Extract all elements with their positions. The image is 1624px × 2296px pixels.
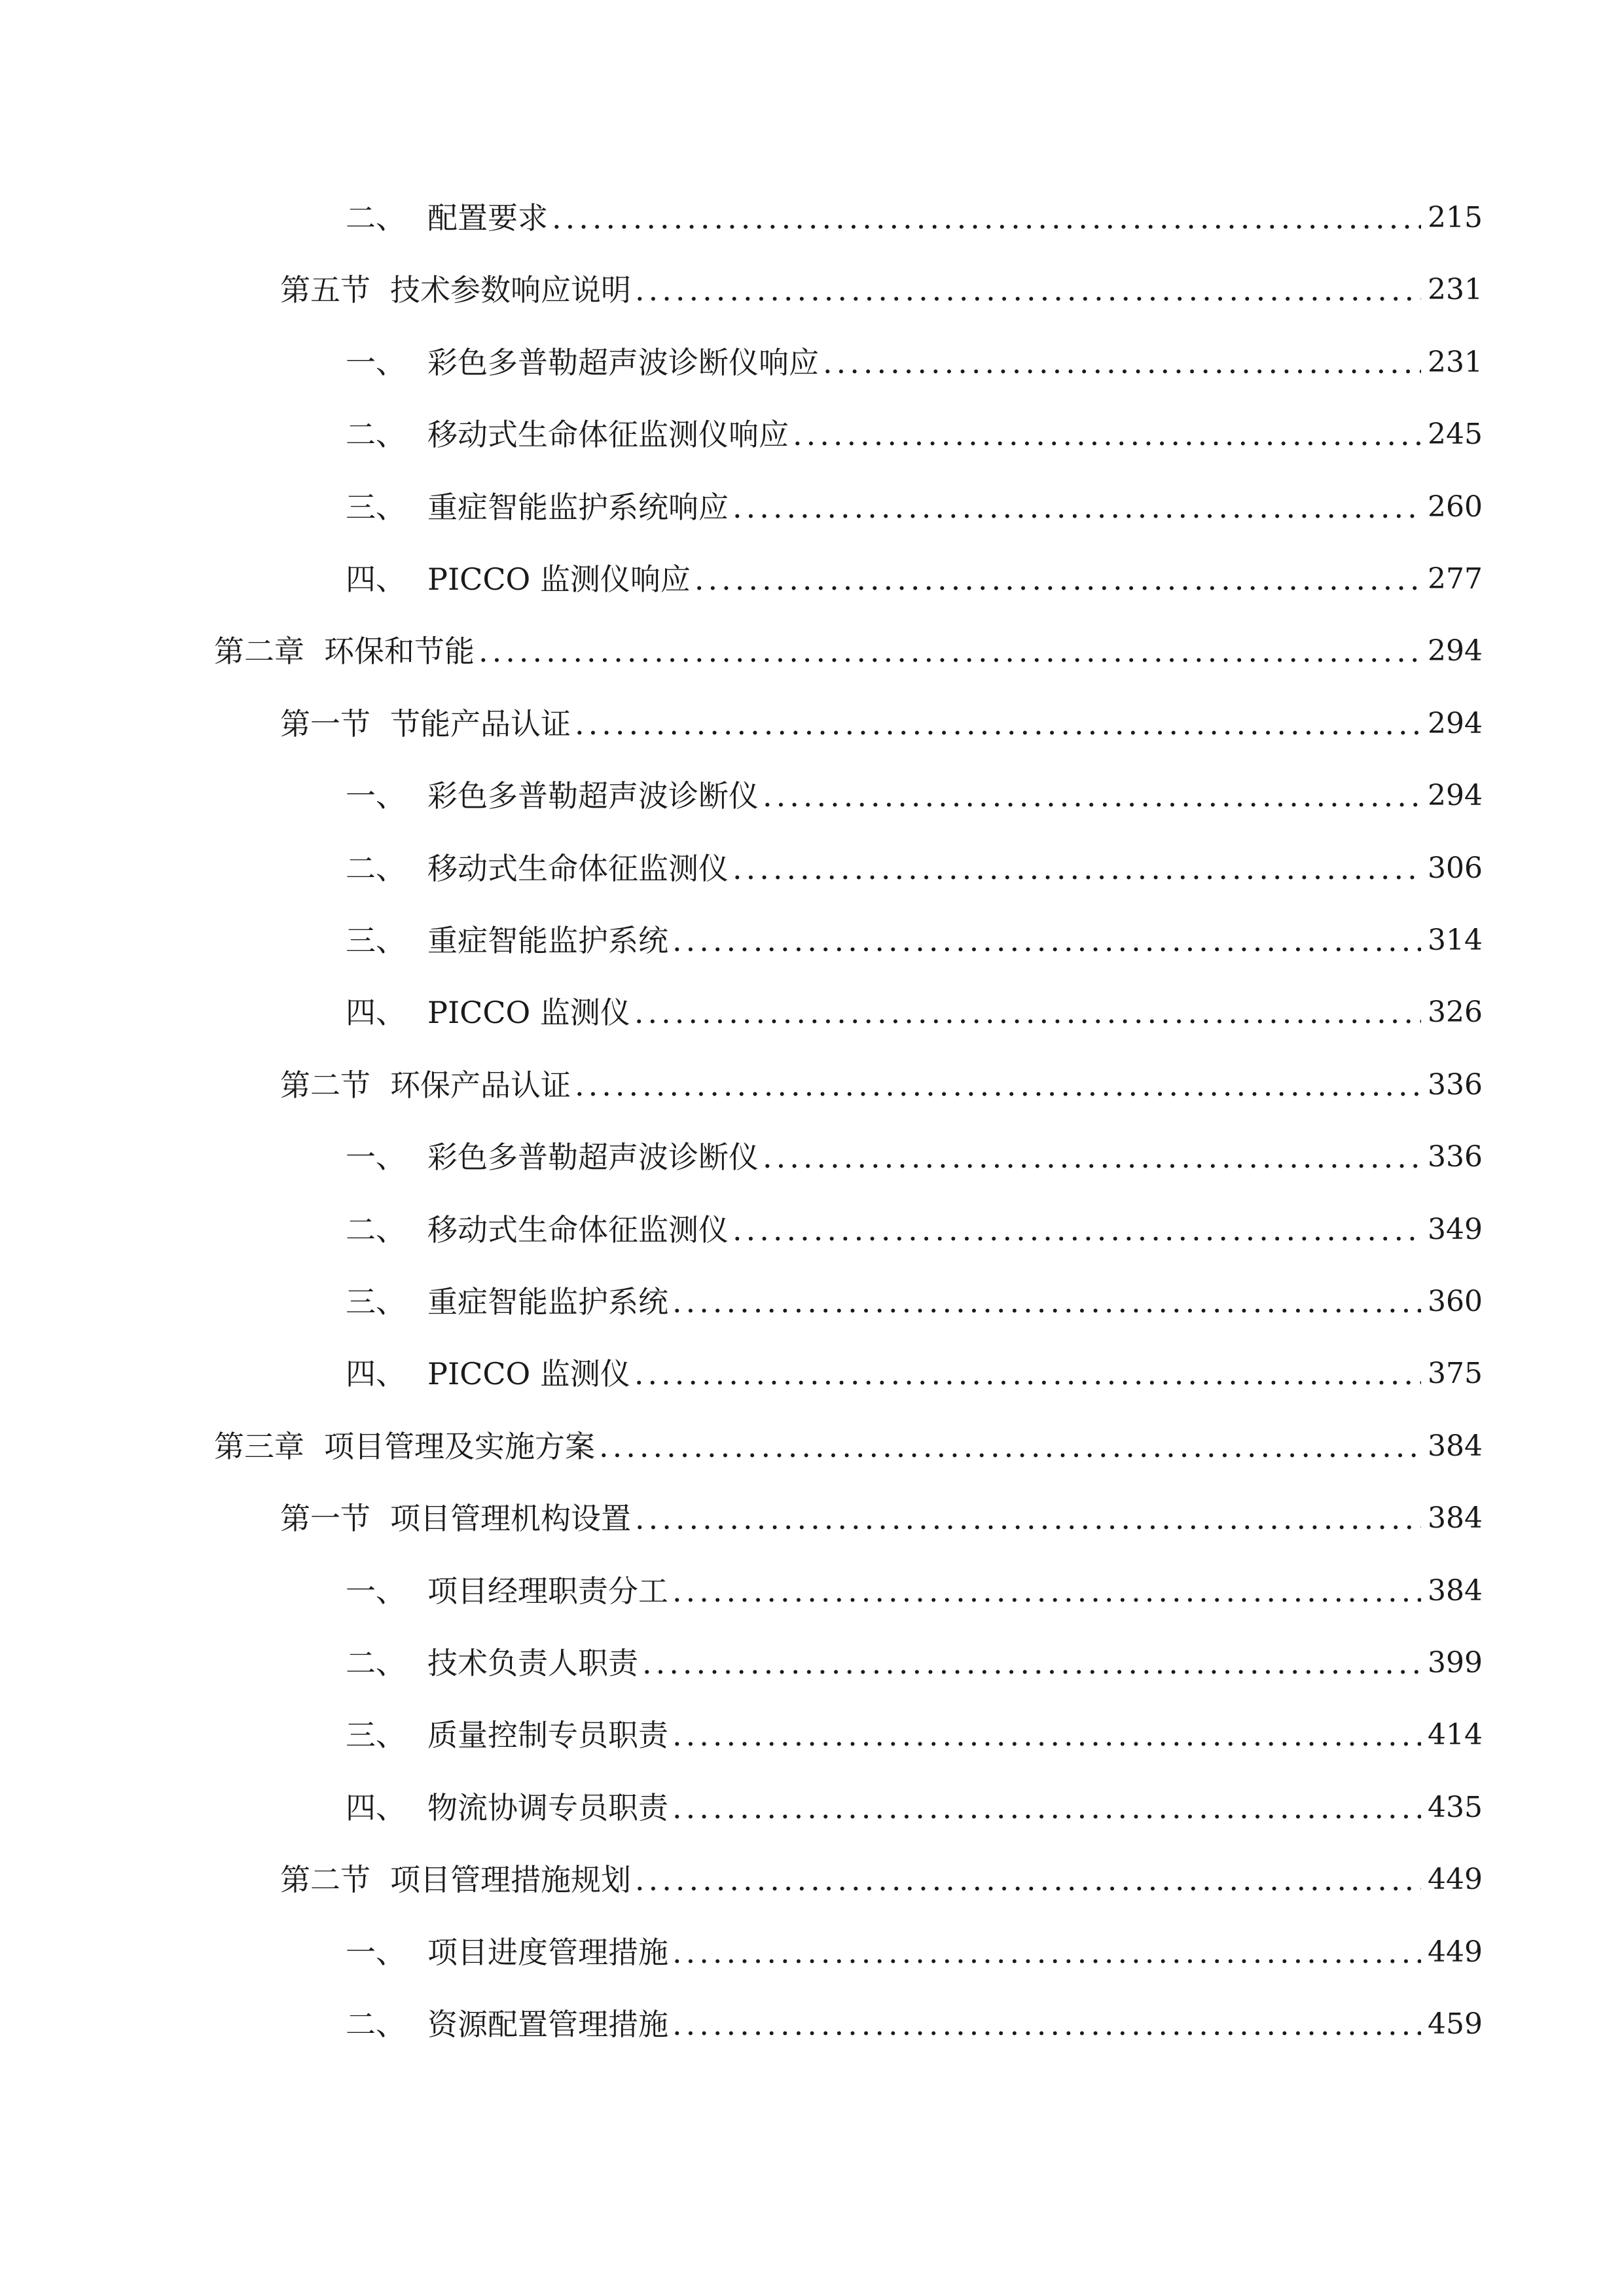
toc-entry-number: 二、	[346, 1645, 406, 1681]
toc-entry-page-number: 399	[1428, 1646, 1483, 1679]
toc-entry-title: 资源配置管理措施	[427, 2007, 668, 2042]
toc-entry-title: 配置要求	[427, 200, 548, 236]
toc-entry-title: PICCO 监测仪	[427, 1356, 630, 1391]
toc-entry-page-number: 384	[1428, 1429, 1483, 1463]
toc-entry-page-number: 294	[1428, 707, 1483, 740]
toc-entry-number: 一、	[346, 345, 406, 380]
toc-entry-number: 一、	[346, 1573, 406, 1609]
toc-entry-title: 物流协调专员职责	[427, 1790, 668, 1825]
toc-entry[interactable]	[346, 1784, 1483, 1832]
toc-entry-number: 三、	[346, 923, 406, 958]
toc-entry-page-number: 349	[1428, 1213, 1483, 1246]
toc-entry-title: 环保和节能	[324, 634, 475, 669]
toc-dot-leader	[672, 1928, 1421, 1977]
toc-entry[interactable]	[346, 2000, 1483, 2049]
toc-entry-page-number: 360	[1428, 1285, 1483, 1318]
toc-entry-title: 质量控制专员职责	[427, 1717, 668, 1753]
toc-dot-leader	[732, 1206, 1421, 1254]
toc-entry[interactable]	[280, 700, 1483, 748]
toc-dot-leader	[672, 1784, 1421, 1832]
toc-entry-page-number: 245	[1428, 418, 1483, 451]
toc-dot-leader	[552, 194, 1421, 242]
toc-entry-page-number: 336	[1428, 1140, 1483, 1174]
toc-entry[interactable]	[214, 1422, 1483, 1471]
toc-entry-page-number: 306	[1428, 852, 1483, 885]
toc-entry-number: 二、	[346, 2007, 406, 2042]
toc-entry-number: 第五节	[280, 272, 370, 308]
toc-entry-number: 第一节	[280, 1501, 370, 1536]
toc-entry-number: 三、	[346, 1717, 406, 1753]
toc-entry-title: 移动式生命体征监测仪响应	[427, 417, 789, 452]
toc-entry-number: 一、	[346, 1935, 406, 1970]
toc-entry-title: 项目进度管理措施	[427, 1935, 668, 1970]
toc-entry-title: 彩色多普勒超声波诊断仪响应	[427, 345, 819, 380]
toc-entry-page-number: 435	[1428, 1791, 1483, 1824]
toc-entry-page-number: 449	[1428, 1863, 1483, 1896]
toc-dot-leader	[763, 1133, 1421, 1181]
toc-dot-leader	[635, 266, 1421, 314]
toc-entry-page-number: 277	[1428, 562, 1483, 596]
toc-entry-title: 项目经理职责分工	[427, 1573, 668, 1609]
toc-dot-leader	[823, 338, 1421, 387]
toc-entry-number: 四、	[346, 1790, 406, 1825]
toc-dot-leader	[478, 627, 1421, 675]
toc-dot-leader	[575, 700, 1421, 748]
toc-dot-leader	[642, 1639, 1421, 1687]
toc-entry[interactable]	[346, 1206, 1483, 1254]
toc-entry-title: 项目管理及实施方案	[324, 1429, 595, 1464]
toc-entry-number: 第三章	[214, 1429, 304, 1464]
toc-entry-number: 第二章	[214, 634, 304, 669]
toc-entry-title: PICCO 监测仪	[427, 995, 630, 1030]
toc-dot-leader	[634, 988, 1421, 1037]
toc-dot-leader	[575, 1061, 1421, 1109]
toc-entry[interactable]	[346, 1350, 1483, 1398]
toc-dot-leader	[599, 1422, 1421, 1471]
toc-entry-number: 第二节	[280, 1067, 370, 1103]
toc-entry-number: 二、	[346, 200, 406, 236]
toc-entry-number: 第一节	[280, 706, 370, 742]
toc-dot-leader	[634, 1350, 1421, 1398]
toc-entry-title: 移动式生命体征监测仪	[427, 1212, 729, 1247]
toc-entry-title: 技术负责人职责	[427, 1645, 638, 1681]
toc-entry-page-number: 459	[1428, 2007, 1483, 2041]
toc-dot-leader	[793, 410, 1421, 459]
toc-entry-title: 重症智能监护系统响应	[427, 490, 729, 525]
toc-entry[interactable]	[346, 1928, 1483, 1977]
toc-dot-leader	[672, 2000, 1421, 2049]
toc-entry[interactable]	[280, 1494, 1483, 1543]
toc-entry-page-number: 314	[1428, 924, 1483, 957]
toc-entry-number: 一、	[346, 1139, 406, 1175]
toc-entry-title: 项目管理机构设置	[390, 1501, 631, 1536]
toc-entry-title: 重症智能监护系统	[427, 923, 668, 958]
toc-entry-page-number: 336	[1428, 1068, 1483, 1102]
toc-entry-page-number: 215	[1428, 201, 1483, 234]
toc-entry[interactable]	[280, 1856, 1483, 1904]
toc-entry[interactable]	[346, 916, 1483, 965]
toc-entry[interactable]	[346, 1133, 1483, 1181]
toc-entry-title: 技术参数响应说明	[390, 272, 631, 308]
toc-entry-page-number: 449	[1428, 1935, 1483, 1969]
toc-entry-page-number: 384	[1428, 1501, 1483, 1535]
toc-entry[interactable]	[346, 1639, 1483, 1687]
toc-entry-page-number: 231	[1428, 273, 1483, 306]
toc-entry[interactable]	[280, 1061, 1483, 1109]
toc-entry[interactable]	[346, 1711, 1483, 1759]
toc-dot-leader	[672, 1711, 1421, 1759]
toc-entry-page-number: 326	[1428, 996, 1483, 1029]
toc-entry-page-number: 375	[1428, 1357, 1483, 1390]
toc-entry-number: 第二节	[280, 1862, 370, 1897]
toc-entry[interactable]	[346, 483, 1483, 531]
toc-entry[interactable]	[280, 266, 1483, 314]
toc-entry[interactable]	[346, 410, 1483, 459]
toc-dot-leader	[672, 1567, 1421, 1615]
toc-dot-leader	[672, 1278, 1421, 1326]
toc-entry-number: 一、	[346, 778, 406, 814]
toc-entry[interactable]	[346, 1567, 1483, 1615]
toc-entry-number: 四、	[346, 995, 406, 1030]
toc-dot-leader	[635, 1856, 1421, 1904]
toc-entry[interactable]	[346, 1278, 1483, 1326]
toc-entry-title: 彩色多普勒超声波诊断仪	[427, 1139, 759, 1175]
toc-dot-leader	[763, 772, 1421, 820]
toc-entry-title: 重症智能监护系统	[427, 1284, 668, 1319]
toc-entry-title: 彩色多普勒超声波诊断仪	[427, 778, 759, 814]
toc-entry-title: 环保产品认证	[390, 1067, 571, 1103]
toc-entry[interactable]	[346, 772, 1483, 820]
toc-entry-number: 三、	[346, 490, 406, 525]
toc-entry[interactable]	[346, 555, 1483, 603]
toc-entry-number: 四、	[346, 1356, 406, 1391]
toc-entry-page-number: 294	[1428, 779, 1483, 812]
toc-entry[interactable]	[346, 194, 1483, 242]
toc-entry-title: PICCO 监测仪响应	[427, 562, 691, 597]
toc-entry[interactable]	[346, 988, 1483, 1037]
toc-entry-page-number: 384	[1428, 1574, 1483, 1607]
toc-entry-number: 二、	[346, 417, 406, 452]
toc-entry-number: 二、	[346, 851, 406, 886]
toc-entry-title: 项目管理措施规划	[390, 1862, 631, 1897]
toc-entry-number: 四、	[346, 562, 406, 597]
toc-entry-page-number: 294	[1428, 634, 1483, 668]
toc-entry[interactable]	[346, 338, 1483, 387]
toc-entry-page-number: 260	[1428, 490, 1483, 524]
toc-entry[interactable]	[214, 627, 1483, 675]
toc-entry-page-number: 414	[1428, 1718, 1483, 1751]
toc-dot-leader	[672, 916, 1421, 965]
toc-entry-title: 节能产品认证	[390, 706, 571, 742]
toc-entry-page-number: 231	[1428, 346, 1483, 379]
toc-entry-number: 二、	[346, 1212, 406, 1247]
toc-entry[interactable]	[346, 844, 1483, 893]
toc-dot-leader	[695, 555, 1421, 603]
toc-dot-leader	[732, 483, 1421, 531]
toc-dot-leader	[732, 844, 1421, 893]
toc-entry-number: 三、	[346, 1284, 406, 1319]
toc-entry-title: 移动式生命体征监测仪	[427, 851, 729, 886]
toc-dot-leader	[635, 1494, 1421, 1543]
